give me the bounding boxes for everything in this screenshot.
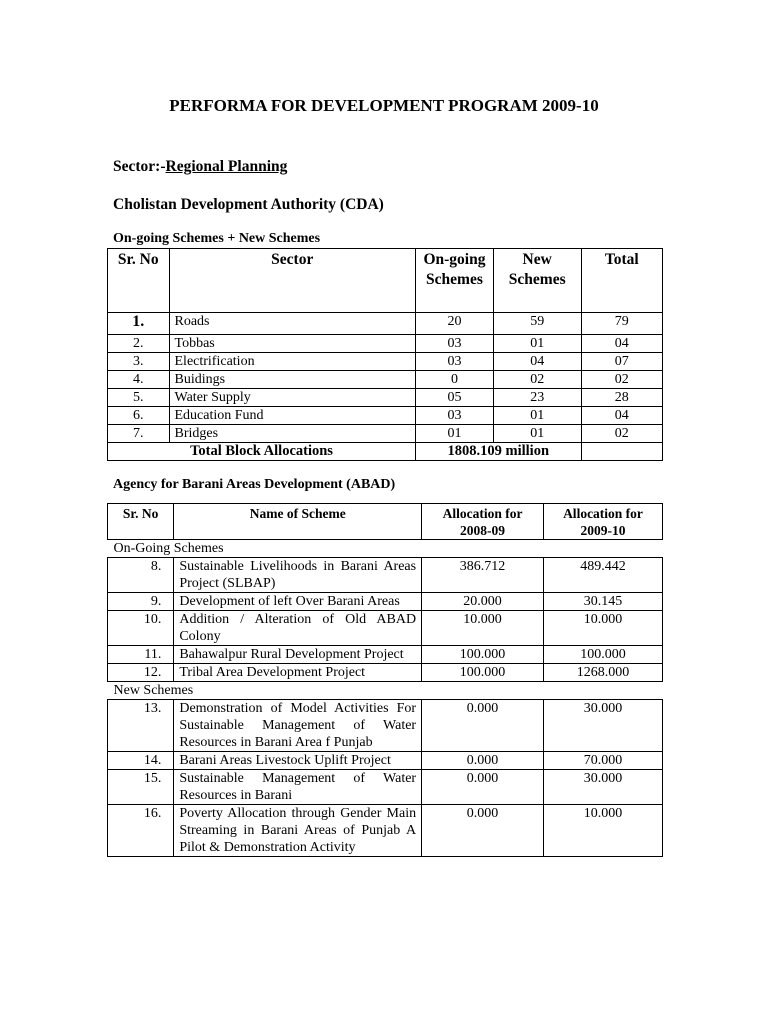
- row-sr-no: 6.: [108, 407, 170, 425]
- table1-caption: On-going Schemes + New Schemes: [113, 231, 321, 246]
- row-allocation-2009-10: 70.000: [544, 752, 663, 770]
- total-blank-cell: [581, 443, 662, 461]
- header-total: Total: [581, 249, 662, 313]
- row-scheme-name: Development of left Over Barani Areas: [174, 593, 422, 611]
- table-row: [108, 805, 663, 857]
- row-allocation-2008-09: 0.000: [422, 752, 544, 770]
- row-new: 01: [493, 335, 581, 353]
- row-total: 28: [581, 389, 662, 407]
- row-sr-no: 13.: [108, 700, 174, 752]
- header-allocation-2008-09: Allocation for 2008-09: [422, 504, 544, 540]
- row-ongoing: 01: [416, 425, 494, 443]
- table-row: [108, 646, 663, 664]
- table-row: [108, 558, 663, 593]
- sector-line: [113, 158, 287, 176]
- table-row: [108, 313, 663, 335]
- row-allocation-2008-09: 100.000: [422, 646, 544, 664]
- row-sector: Roads: [169, 313, 416, 335]
- row-sr-no: 16.: [108, 805, 174, 857]
- sector-label: Sector:-: [113, 158, 166, 175]
- row-total: 79: [581, 313, 662, 335]
- row-allocation-2008-09: 100.000: [422, 664, 544, 682]
- abad-schemes-table: [107, 503, 663, 857]
- row-sr-no: 5.: [108, 389, 170, 407]
- row-scheme-name: Sustainable Management of Water Resources in Barani: [174, 770, 422, 805]
- row-scheme-name: Addition / Alteration of Old ABAD Colony: [174, 611, 422, 646]
- header-name-of-scheme: Name of Scheme: [174, 504, 422, 540]
- row-sector: Bridges: [169, 425, 416, 443]
- table-row: [108, 752, 663, 770]
- row-total: 04: [581, 407, 662, 425]
- cda-heading: Cholistan Development Authority (CDA): [113, 196, 384, 213]
- row-new: 01: [493, 425, 581, 443]
- table-row: [108, 700, 663, 752]
- row-sr-no: 10.: [108, 611, 174, 646]
- row-allocation-2009-10: 1268.000: [544, 664, 663, 682]
- table-row: [108, 425, 663, 443]
- row-ongoing: 03: [416, 353, 494, 371]
- row-allocation-2008-09: 0.000: [422, 805, 544, 857]
- row-sector: Education Fund: [169, 407, 416, 425]
- header-new: New Schemes: [493, 249, 581, 313]
- row-ongoing: 0: [416, 371, 494, 389]
- row-total: 07: [581, 353, 662, 371]
- table-row: [108, 389, 663, 407]
- row-new: 04: [493, 353, 581, 371]
- row-ongoing: 20: [416, 313, 494, 335]
- row-sector: Buidings: [169, 371, 416, 389]
- row-sector: Electrification: [169, 353, 416, 371]
- row-total: 04: [581, 335, 662, 353]
- row-allocation-2009-10: 30.000: [544, 770, 663, 805]
- header-ongoing: On-going Schemes: [416, 249, 494, 313]
- table-row: [108, 611, 663, 646]
- table-header-row: [108, 249, 663, 313]
- row-sr-no: 14.: [108, 752, 174, 770]
- row-scheme-name: Sustainable Livelihoods in Barani Areas Project (SLBAP): [174, 558, 422, 593]
- row-sector: Tobbas: [169, 335, 416, 353]
- row-scheme-name: Demonstration of Model Activities For Sustainable Management of Water Resources in Barani Area f Punjab: [174, 700, 422, 752]
- row-allocation-2008-09: 10.000: [422, 611, 544, 646]
- table-row: [108, 664, 663, 682]
- row-sr-no: 8.: [108, 558, 174, 593]
- row-allocation-2008-09: 20.000: [422, 593, 544, 611]
- cda-schemes-table: [107, 248, 663, 461]
- header-sr-no: Sr. No: [108, 249, 170, 313]
- row-scheme-name: Poverty Allocation through Gender Main Streaming in Barani Areas of Punjab A Pilot & Demonstration Activity: [174, 805, 422, 857]
- row-scheme-name: Tribal Area Development Project: [174, 664, 422, 682]
- section-label: New Schemes: [108, 682, 663, 700]
- row-allocation-2009-10: 10.000: [544, 611, 663, 646]
- row-sr-no: 12.: [108, 664, 174, 682]
- row-allocation-2009-10: 489.442: [544, 558, 663, 593]
- row-new: 02: [493, 371, 581, 389]
- table-row: [108, 770, 663, 805]
- row-allocation-2008-09: 0.000: [422, 770, 544, 805]
- row-scheme-name: Bahawalpur Rural Development Project: [174, 646, 422, 664]
- table-row: [108, 371, 663, 389]
- row-sr-no: 4.: [108, 371, 170, 389]
- row-sector: Water Supply: [169, 389, 416, 407]
- row-total: 02: [581, 425, 662, 443]
- row-new: 59: [493, 313, 581, 335]
- table-row: [108, 335, 663, 353]
- table-row: [108, 593, 663, 611]
- section-row: [108, 540, 663, 558]
- row-ongoing: 03: [416, 407, 494, 425]
- row-allocation-2009-10: 10.000: [544, 805, 663, 857]
- total-row: [108, 443, 663, 461]
- row-allocation-2009-10: 30.000: [544, 700, 663, 752]
- row-allocation-2008-09: 386.712: [422, 558, 544, 593]
- row-allocation-2009-10: 30.145: [544, 593, 663, 611]
- row-new: 23: [493, 389, 581, 407]
- row-new: 01: [493, 407, 581, 425]
- total-value: 1808.109 million: [416, 443, 582, 461]
- row-ongoing: 03: [416, 335, 494, 353]
- table-row: [108, 353, 663, 371]
- abad-heading: Agency for Barani Areas Development (ABAD): [113, 477, 396, 492]
- row-sr-no: 15.: [108, 770, 174, 805]
- cda-table-body: [108, 313, 663, 443]
- row-sr-no: 7.: [108, 425, 170, 443]
- table-row: [108, 407, 663, 425]
- section-label: On-Going Schemes: [108, 540, 663, 558]
- abad-table-body: [108, 504, 663, 857]
- row-sr-no: 11.: [108, 646, 174, 664]
- row-total: 02: [581, 371, 662, 389]
- table-header-row: [108, 504, 663, 540]
- total-label: Total Block Allocations: [108, 443, 416, 461]
- sector-value: Regional Planning: [165, 158, 288, 175]
- header-sector: Sector: [169, 249, 416, 313]
- header-allocation-2009-10: Allocation for 2009-10: [544, 504, 663, 540]
- row-allocation-2008-09: 0.000: [422, 700, 544, 752]
- row-scheme-name: Barani Areas Livestock Uplift Project: [174, 752, 422, 770]
- row-allocation-2009-10: 100.000: [544, 646, 663, 664]
- section-row: [108, 682, 663, 700]
- row-sr-no: 3.: [108, 353, 170, 371]
- row-sr-no: 1.: [108, 313, 170, 335]
- row-sr-no: 9.: [108, 593, 174, 611]
- header-sr-no: Sr. No: [108, 504, 174, 540]
- row-sr-no: 2.: [108, 335, 170, 353]
- row-ongoing: 05: [416, 389, 494, 407]
- page-title: PERFORMA FOR DEVELOPMENT PROGRAM 2009-10: [169, 96, 599, 115]
